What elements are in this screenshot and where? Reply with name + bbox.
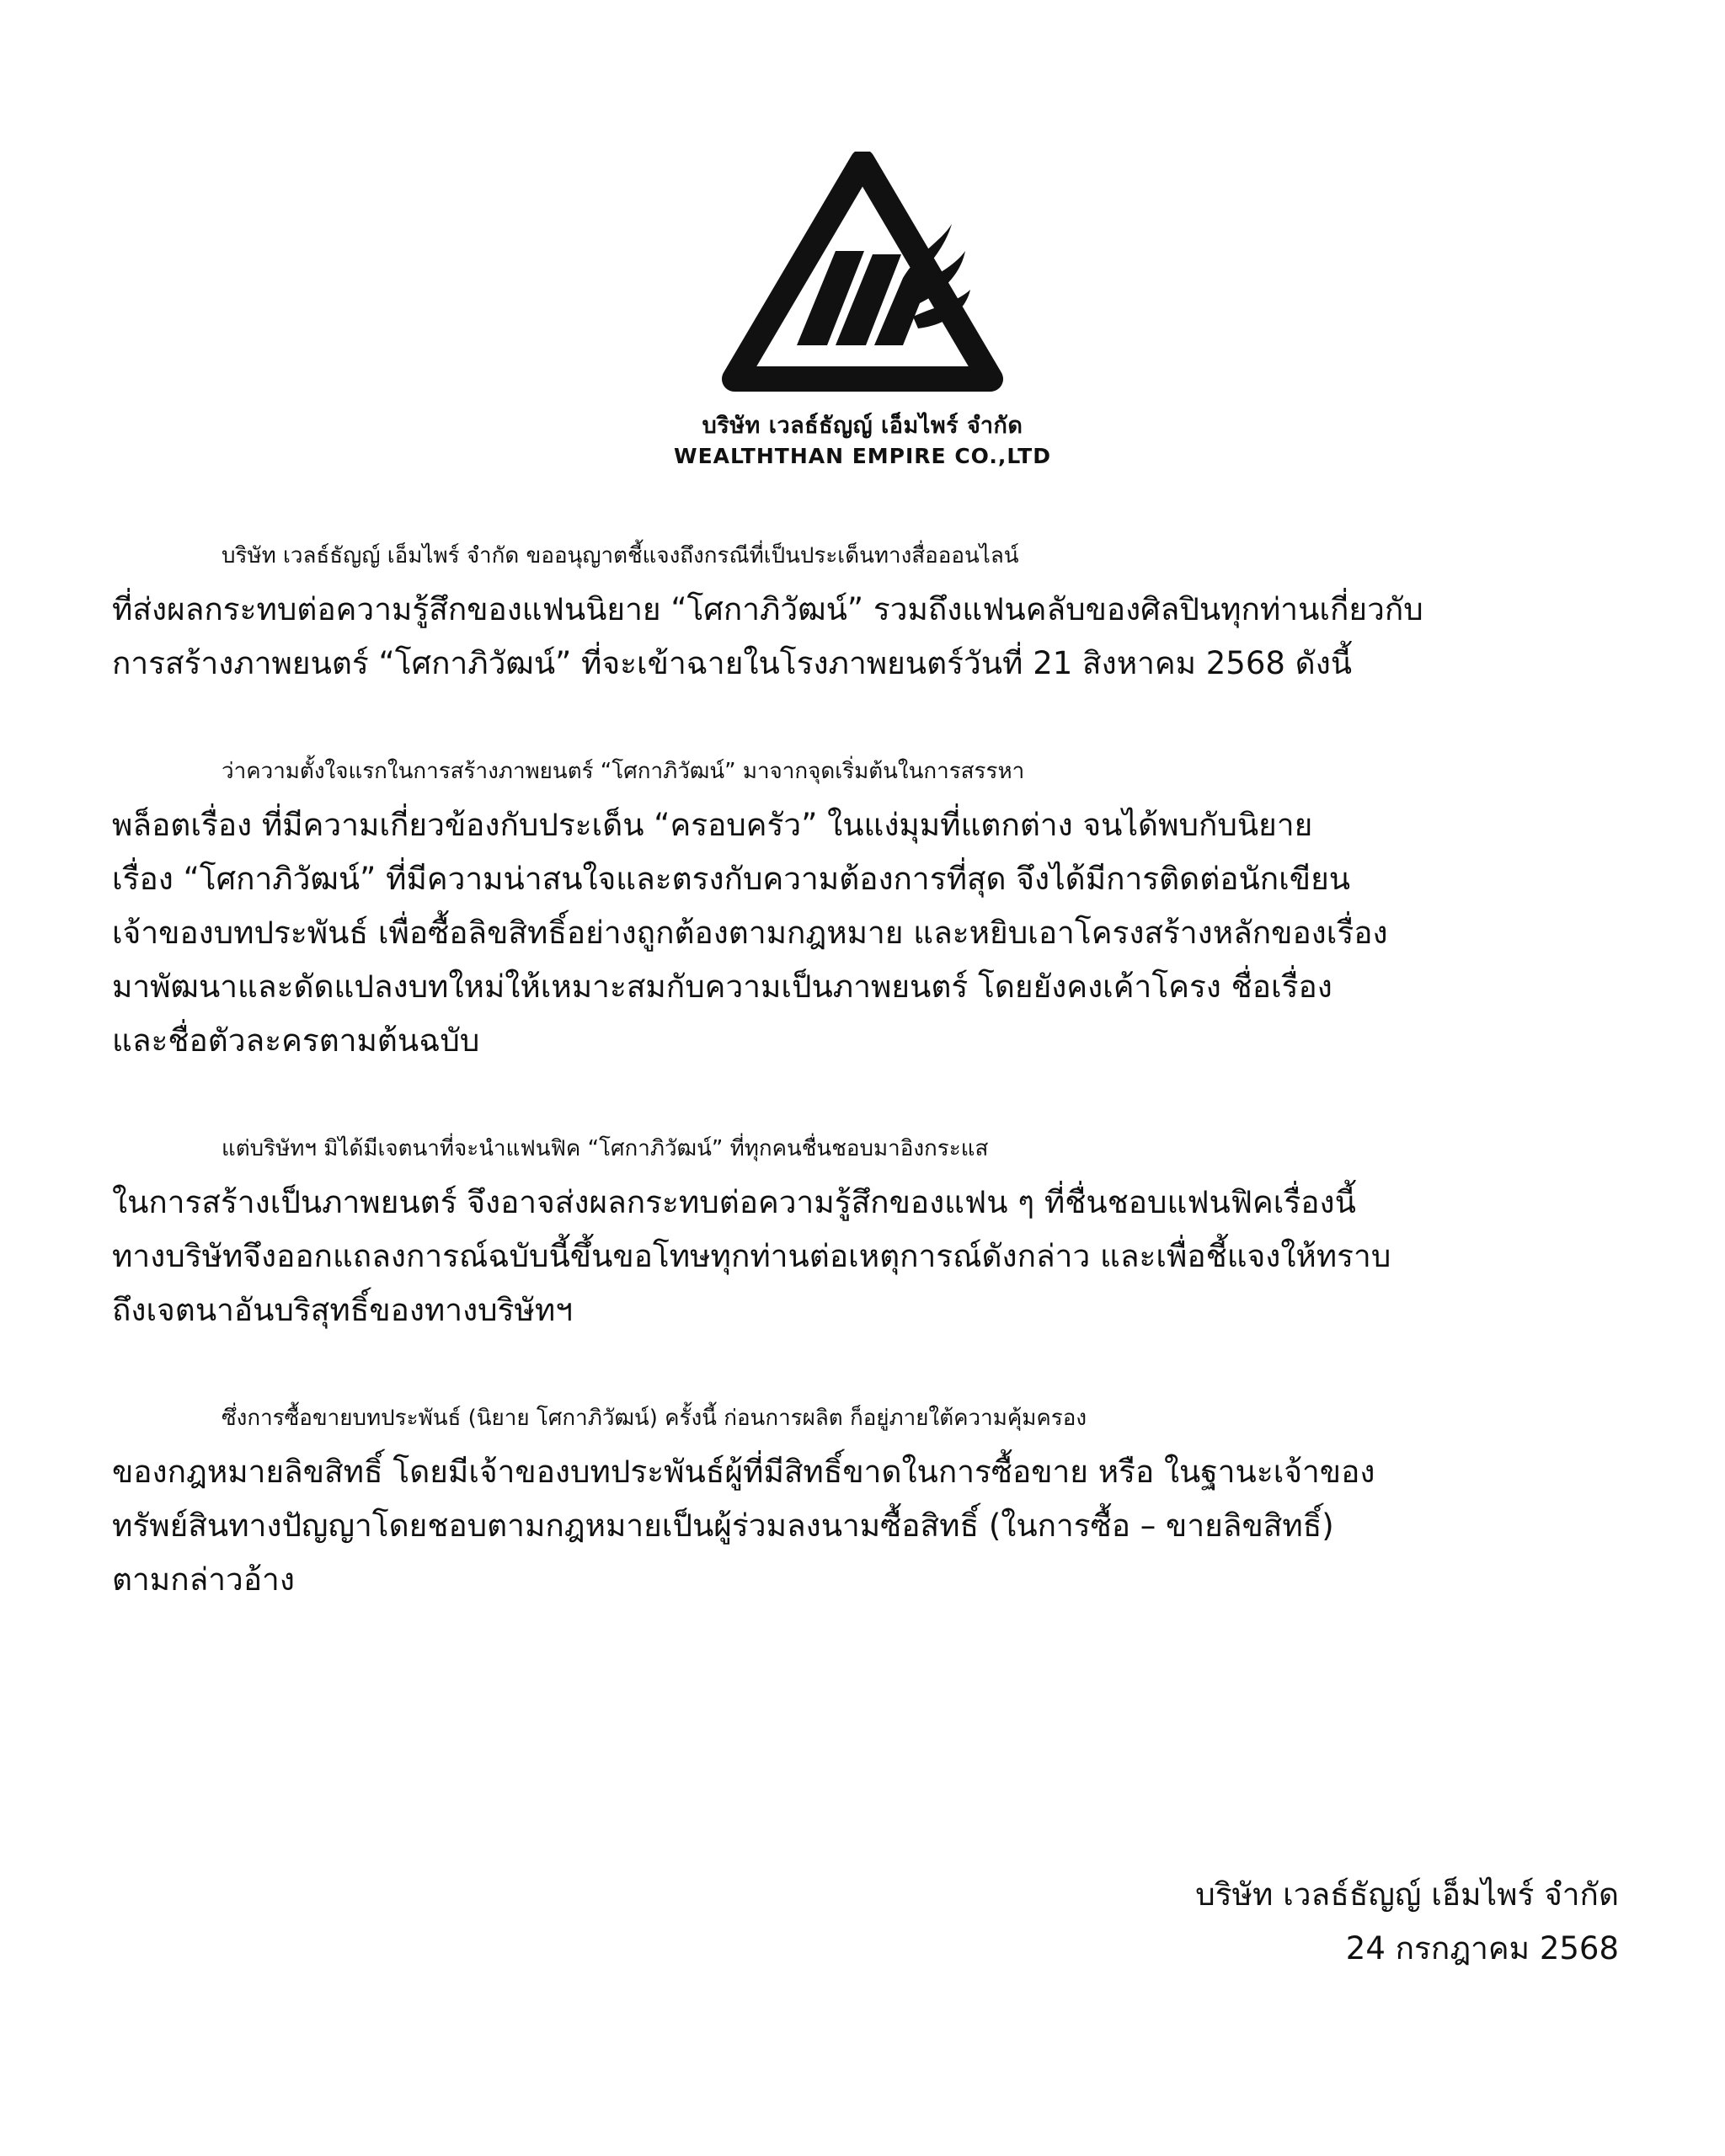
- paragraph-line: แต่บริษัทฯ มิได้มีเจตนาที่จะนำแฟนฟิค “โศกาภิวัฒน์” ที่ทุกคนชื่นชอบมาอิงกระแส: [222, 1136, 989, 1161]
- statement-body: [112, 529, 1619, 1661]
- paragraph-line: เรื่อง “โศกาภิวัฒน์” ที่มีความน่าสนใจและตรงกับความต้องการที่สุด จึงได้มีการติดต่อนักเขียน: [112, 861, 1351, 897]
- paragraph-line: บริษัท เวลธ์ธัญญ์ เอ็มไพร์ จำกัด ขออนุญาตชี้แจงถึงกรณีที่เป็นประเด็นทางสื่อออนไลน์: [222, 543, 1019, 568]
- company-name-english: WEALTHTHAN EMPIRE CO.,LTD: [674, 444, 1051, 468]
- paragraph-1: [112, 529, 1619, 691]
- triangle-flame-logo-icon: [719, 152, 1006, 396]
- paragraph-line: ว่าความตั้งใจแรกในการสร้างภาพยนตร์ “โศกาภิวัฒน์” มาจากจุดเริ่มต้นในการสรรหา: [222, 759, 1025, 784]
- paragraph-line: และชื่อตัวละครตามต้นฉบับ: [112, 1022, 480, 1059]
- signature-date: 24 กรกฎาคม 2568: [1345, 1930, 1619, 1967]
- paragraph-line: การสร้างภาพยนตร์ “โศกาภิวัฒน์” ที่จะเข้าฉายในโรงภาพยนตร์วันที่ 21 สิงหาคม 2568 ดังนี้: [112, 645, 1353, 681]
- paragraph-line: พล็อตเรื่อง ที่มีความเกี่ยวข้องกับประเด็น “ครอบครัว” ในแง่มุมที่แตกต่าง จนได้พบกับนิยาย: [112, 807, 1313, 843]
- signature-company: บริษัท เวลธ์ธัญญ์ เอ็มไพร์ จำกัด: [1195, 1876, 1619, 1913]
- paragraph-3: [112, 1122, 1619, 1337]
- paragraph-line: ในการสร้างเป็นภาพยนตร์ จึงอาจส่งผลกระทบต่อความรู้สึกของแฟน ๆ ที่ชื่นชอบแฟนฟิคเรื่องนี้: [112, 1184, 1356, 1220]
- paragraph-line: เจ้าของบทประพันธ์ เพื่อซื้อลิขสิทธิ์อย่างถูกต้องตามกฎหมาย และหยิบเอาโครงสร้างหลักของเรื่อง: [112, 915, 1388, 951]
- signature-block: [1195, 1868, 1619, 1976]
- paragraph-4: [112, 1391, 1619, 1607]
- paragraph-2: [112, 744, 1619, 1068]
- paragraph-line: ทรัพย์สินทางปัญญาโดยชอบตามกฎหมายเป็นผู้ร่วมลงนามซื้อสิทธิ์ (ในการซื้อ – ขายลิขสิทธิ์): [112, 1508, 1334, 1544]
- paragraph-line: ของกฎหมายลิขสิทธิ์ โดยมีเจ้าของบทประพันธ์ผู้ที่มีสิทธิ์ขาดในการซื้อขาย หรือ ในฐานะเจ้าของ: [112, 1454, 1375, 1490]
- paragraph-line: ถึงเจตนาอันบริสุทธิ์ของทางบริษัทฯ: [112, 1292, 574, 1328]
- letterhead: [0, 152, 1725, 472]
- company-name-thai: บริษัท เวลธ์ธัญญ์ เอ็มไพร์ จำกัด: [702, 413, 1023, 439]
- paragraph-line: ที่ส่งผลกระทบต่อความรู้สึกของแฟนนิยาย “โศกาภิวัฒน์” รวมถึงแฟนคลับของศิลปินทุกท่านเกี่ยวกับ: [112, 591, 1423, 627]
- paragraph-line: ซึ่งการซื้อขายบทประพันธ์ (นิยาย โศกาภิวัฒน์) ครั้งนี้ ก่อนการผลิต ก็อยู่ภายใต้ความคุ้มครอง: [222, 1406, 1087, 1431]
- paragraph-line: ตามกล่าวอ้าง: [112, 1561, 295, 1598]
- paragraph-line: มาพัฒนาและดัดแปลงบทใหม่ให้เหมาะสมกับความเป็นภาพยนตร์ โดยยังคงเค้าโครง ชื่อเรื่อง: [112, 969, 1332, 1005]
- paragraph-line: ทางบริษัทจึงออกแถลงการณ์ฉบับนี้ขึ้นขอโทษทุกท่านต่อเหตุการณ์ดังกล่าว และเพื่อชี้แจงให้ทราบ: [112, 1238, 1391, 1274]
